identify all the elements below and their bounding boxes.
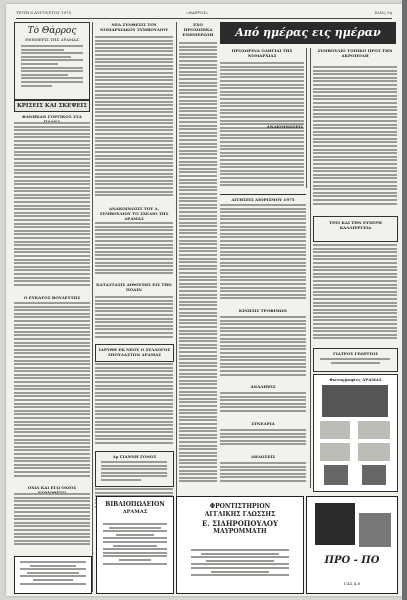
bookstore-subtitle: ΔΡΑΜΑΣ	[122, 509, 148, 515]
section-box	[14, 100, 90, 112]
masthead-subtitle: ΕΦΗΜΕΡΙΣ ΤΗΣ ΔΡΑΜΑΣ	[25, 37, 79, 42]
propo-title: ΠΡΟ - ΠΟ	[324, 555, 380, 566]
photo-ad-title: Φωτογραφίες ΔΡΑΜΑΣ	[329, 377, 382, 382]
col3-headline: ΕΧΟ ΠΡΟΣΩΠΙΚΑ ΕΝΗΜΕΡΩΣΗ	[182, 22, 214, 37]
center-headline-5: ΑΝΑΛΗΨΙΣ	[250, 384, 276, 389]
left-headline-2: Ο ΕΥΚΑΤΟΣ ΒΟΥΛΕΥΤΗΣ	[23, 295, 81, 300]
center-headline-3: ΑΙΤΗΣΕΙΣ ΔΙΟΡΙΣΜΟΥ 1975	[231, 197, 295, 202]
center-headline-1: ΠΡΟΣΩΡΙΝΑ ΟΔΗΓΙΑΙ ΤΗΣ ΝΟΜΑΡΧΙΑΣ	[231, 48, 293, 58]
school-title: ΦΡΟΝΤΙΣΤΗΡΙΟΝ	[209, 503, 271, 510]
newspaper-page	[6, 4, 402, 596]
left-headline-3: ΟΧΙΑ ΚΑΙ ΕΓΩ ΟΧΙΟΣ	[27, 485, 77, 490]
header-paper: «ΘΑΡΡΟΣ»	[186, 10, 209, 15]
propo-subtitle: ΓΑΣ 4.8	[343, 581, 361, 586]
page-header	[16, 10, 392, 19]
header-page: Σελίς 3η	[374, 10, 392, 15]
propo-ad	[306, 496, 398, 594]
center-headline-6: ΣΥΝΕΔΡΙΑ	[251, 421, 275, 426]
doctor-ad-title: ΓΙΑΤΡΟΣ ΓΕΩΡΓΙΟΣ	[333, 351, 378, 356]
header-date: ΤΡΙΤΗ 6 ΑΥΓΟΥΣΤΟΥ 1975	[16, 10, 72, 15]
col2-headline-4: ΙΔΡΥΘΗ ΕΚ ΝΕΟΥ Ο ΣΥΛΛΟΓΟΣ ΣΠΟΥΔΑΣΤΩΝ ΔΡΑΜΑΣ	[98, 347, 171, 357]
bookstore-ad	[96, 496, 174, 594]
col2-headline-3: ΚΑΤΑΣΤΑΣΙΣ ΑΙΘΟΥΣΗΣ ΕΙΣ ΤΗΝ ΠΟΛΙΝ	[96, 282, 172, 292]
masthead-title: Τὸ Θάρρος	[27, 26, 77, 36]
photo-ad-image	[322, 385, 388, 417]
right-headline-2: ΤΡΕΙ ΚΑΙ ΤΗΝ ΕΥΧΕΡΗ ΚΑΛΛΙΕΡΓΕΙΑ	[329, 220, 382, 230]
banner-title: Από ημέρας εις ημέραν	[220, 22, 396, 44]
school-ad	[176, 496, 304, 594]
left-headline-1: ΦΑΝΗΚΑΝ ΓΟΡΓΙΚΟΣ ΣΤΑ	[22, 114, 82, 119]
col2-headline-1: ΝΕΑ ΣΥΝΘΕΣΙΣ ΤΟΥ ΝΟΜΑΡΧΙΑΚΟΥ ΣΥΜΒΟΥΛΙΟΥ	[99, 22, 169, 32]
bookstore-title: ΒΙΒΛΙΟΠΩΛΕΙΟΝ	[105, 501, 165, 508]
school-name: Ε. ΣΙΔΗΡΟΠΟΥΛΟΥ	[201, 519, 279, 528]
col2-box	[95, 344, 174, 362]
col2-kid-title: Δρ ΓΙΑΝΝΗ ΓΟΝΟΣ	[112, 454, 157, 459]
col2-kid-box	[95, 451, 174, 487]
left-bottom-ad	[14, 556, 92, 594]
center-headline-4: ΚΙΝΗΣΙΣ ΤΡΟΦΙΜΩΝ	[238, 308, 288, 313]
center-headline-2: ΑΝΑΚΟΙΝΩΣΕΙΣ	[266, 124, 304, 129]
right-doctor-ad	[313, 348, 398, 372]
right-headline-1: ΣΥΜΒΟΥΛΙΟ ΤΟΠΙΚΟ ΠΡΟΣ ΤΗΝ ΑΚΡΟΠΟΛΗ	[317, 48, 393, 58]
page-edge	[402, 0, 407, 600]
right-photo-ad	[313, 374, 398, 492]
masthead-box	[14, 22, 90, 100]
right-headline-box	[313, 216, 398, 242]
school-name-2: ΜΑΥΡΟΜΜΑΤΗ	[213, 528, 267, 535]
center-headline-7: ΔΗΛΩΣΕΙΣ	[250, 454, 276, 459]
section-title: ΚΡΙΣΕΙΣ ΚΑΙ ΣΚΕΨΕΙΣ	[16, 103, 88, 109]
col2-headline-2: ΑΝΑΚΟΙΝΩΣΙΣ ΤΟΥ Δ. ΣΥΜΒΟΥΛΙΟΥ ΤΟ ΣΧΕΔΙΟ ΤΗΣ ΔΡΑΜΑΣ	[99, 206, 169, 221]
school-subtitle: ΑΓΓΛΙΚΗΣ ΓΛΩΣΣΗΣ	[204, 511, 276, 518]
